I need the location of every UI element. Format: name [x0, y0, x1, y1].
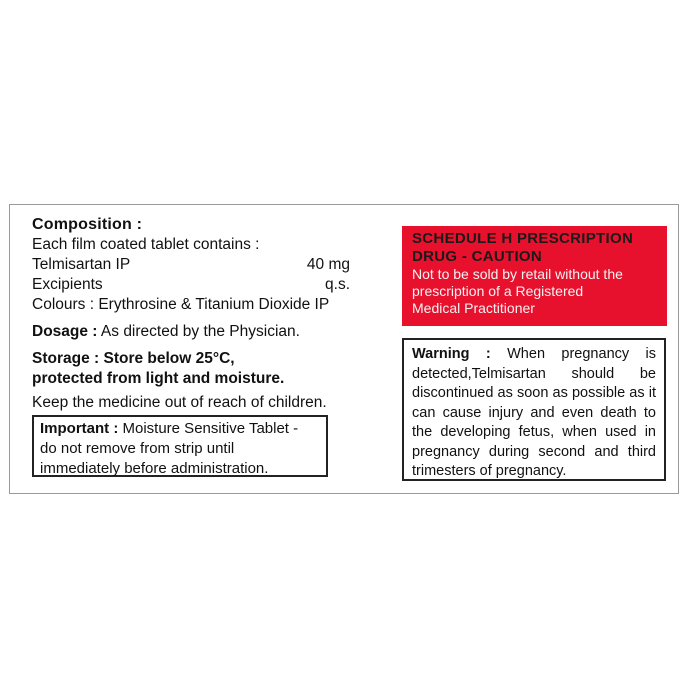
medicine-label-panel — [9, 204, 679, 494]
schedule-text-line-1: Not to be sold by retail without the — [412, 266, 623, 282]
important-label: Important : — [40, 420, 119, 437]
ingredient-row — [32, 255, 350, 275]
warning-box — [402, 338, 666, 481]
important-notice-box — [32, 415, 328, 477]
ingredient-row — [32, 275, 350, 295]
important-text: Moisture Sensitive Tablet - — [122, 420, 299, 437]
warning-label: Warning : — [412, 346, 491, 362]
schedule-text-line-3: Medical Practitioner — [412, 300, 535, 316]
ingredient-name: Excipients — [32, 276, 103, 293]
left-column — [32, 215, 382, 413]
storage-block — [32, 349, 382, 389]
schedule-text-line-2: prescription of a Registered — [412, 283, 584, 299]
keep-out-of-reach-text: Keep the medicine out of reach of children. — [32, 394, 327, 411]
important-line-1 — [40, 419, 320, 439]
schedule-title-line-1: SCHEDULE H PRESCRIPTION — [412, 230, 634, 247]
dosage-line — [32, 322, 382, 342]
schedule-h-caution-box — [402, 226, 667, 326]
dosage-label: Dosage : — [32, 323, 98, 340]
ingredient-amount: 40 mg — [306, 256, 350, 273]
storage-line-2: protected from light and moisture. — [32, 370, 285, 387]
important-line-2: do not remove from strip until — [40, 440, 235, 457]
ingredient-name: Telmisartan IP — [32, 256, 131, 273]
composition-intro: Each film coated tablet contains : — [32, 236, 260, 253]
schedule-title-line-2: DRUG - CAUTION — [412, 248, 543, 265]
colours-line: Colours : Erythrosine & Titanium Dioxide IP — [32, 296, 330, 313]
composition-heading: Composition : — [32, 216, 143, 233]
dosage-text: As directed by the Physician. — [100, 323, 300, 340]
storage-line-1: Storage : Store below 25°C, — [32, 350, 235, 367]
important-line-3: immediately before administration. — [40, 460, 269, 477]
ingredient-amount: q.s. — [325, 276, 350, 293]
warning-text: When pregnancy is detected,Telmisartan should be discontinued as soon as possible as it can cause injury and even death to the developing fetus, when used in pregnancy during second and third trimesters of pregnancy. — [412, 346, 657, 479]
